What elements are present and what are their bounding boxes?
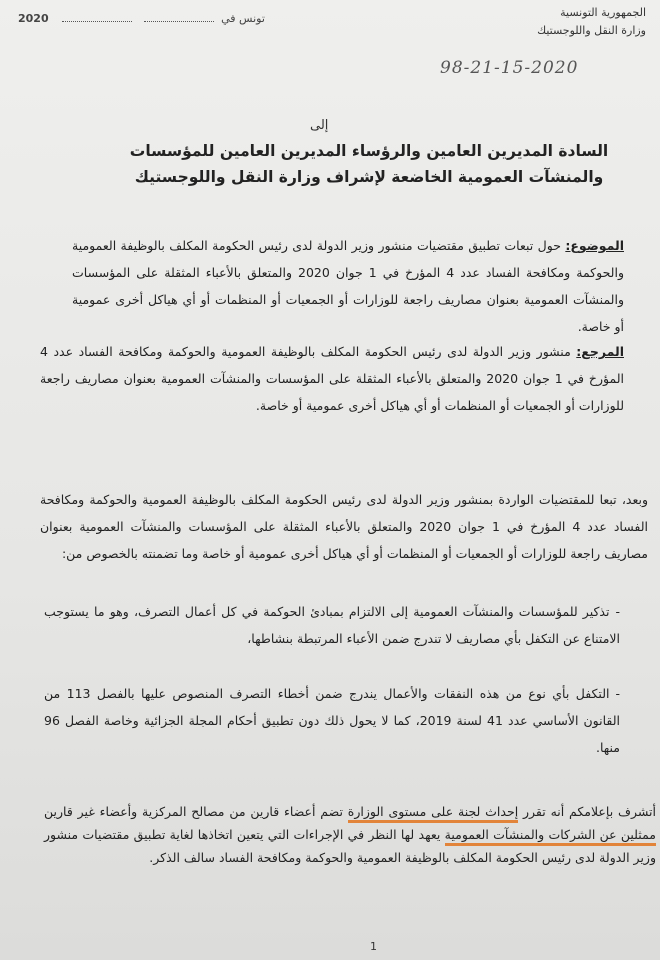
bullet-dash: - — [615, 686, 621, 701]
place-date-line — [18, 12, 288, 25]
closing-paragraph — [44, 800, 656, 869]
place-date-label: تونس في — [221, 12, 265, 25]
ministry-header — [436, 4, 646, 40]
intro-paragraph: وبعد، تبعا للمقتضيات الواردة بمنشور وزير الدولة لدى رئيس الحكومة المكلف بالوظيفة العمومية والحوكمة ومكافحة الفساد عدد 4 المؤرخ في 1 جوان 2020 والمتعلق بالأعباء المثقلة على المؤسسات والمنشآت العمومية بعنوان مصاريف راجعة للوزارات أو الجمعيات أو المنظمات أو أي هياكل أخرى عمومية أو خاصة وما تضمنته بالخصوص من: — [40, 492, 648, 561]
addressee-line-2: والمنشآت العمومية الخاضعة لإشراف وزارة النقل واللوجستيك — [134, 168, 604, 186]
addressee-line-1: السادة المديرين العامين والرؤساء المديرين العامين للمؤسسات — [129, 142, 609, 160]
closing-text-2: تضم أعضاء قارين من مصالح المركزية وأعضاء غير قارين — [44, 804, 348, 819]
list-item — [44, 680, 620, 761]
list-item-text: التكفل بأي نوع من هذه النفقات والأعمال يندرج ضمن أخطاء التصرف المنصوص عليها بالفصل 113 من القانون الأساسي عدد 41 لسنة 2019، كما لا يحول ذلك دون تطبيق أحكام المجلة الجزائية وخاصة الفصل 96 منها. — [44, 686, 620, 755]
ministry-name: وزارة النقل واللوجستيك — [537, 24, 646, 37]
reference-text: منشور وزير الدولة لدى رئيس الحكومة المكلف بالوظيفة العمومية والحوكمة ومكافحة الفساد عدد 4 المؤرخ في 1 جوان 2020 والمتعلق بالأعباء المثقلة على المؤسسات والمنشآت العمومية بعنوان مصاريف راجعة للوزارات أو الجمعيات أو المنظمات أو أي هياكل أخرى عمومية أو خاصة. — [40, 344, 624, 413]
page-number: 1 — [370, 940, 377, 953]
list-item-text: تذكير للمؤسسات والمنشآت العمومية إلى الالتزام بمبادئ الحوكمة في كل أعمال التصرف، وهو ما يستوجب الامتناع عن التكفل بأي مصاريف لا تندرج ضمن الأعباء المرتبطة بنشاطها، — [44, 604, 620, 646]
addressee-block — [104, 138, 634, 190]
country-name: الجمهورية التونسية — [560, 6, 646, 19]
handwritten-reference: 98-21-15-2020 — [440, 58, 579, 78]
reference-paragraph — [40, 338, 624, 419]
closing-text-1: أتشرف بإعلامكم أنه تقرر — [518, 804, 656, 819]
number-field — [62, 21, 132, 22]
highlighted-committee: إحداث لجنة على مستوى الوزارة — [348, 804, 518, 823]
subject-text: حول تبعات تطبيق مقتضيات منشور وزير الدولة لدى رئيس الحكومة المكلف بالوظيفة العمومية والحوكمة ومكافحة الفساد عدد 4 المؤرخ في 1 جوان 2020 والمتعلق بالأعباء المثقلة على المؤسسات والمنشآت العمومية بعنوان مصاريف راجعة للوزارات أو الجمعيات أو المنظمات أو أي هياكل أخرى عمومية أو خاصة. — [72, 238, 624, 334]
subject-paragraph — [72, 232, 624, 340]
date-field — [144, 21, 214, 22]
reference-label: المرجع: — [576, 344, 624, 359]
subject-label: الموضوع: — [565, 238, 624, 253]
to-label: إلى — [310, 118, 329, 133]
list-item — [44, 598, 620, 652]
bullet-dash: - — [615, 604, 620, 619]
highlighted-representatives: ممثلين عن الشركات والمنشآت العمومية — [445, 827, 656, 846]
letter-number: 2020 — [18, 12, 49, 25]
closing-text-3: يعهد لها النظر في الإجراءات التي يتعين اتخاذها لغاية تطبيق مقتضيات منشور وزير الدولة لدى رئيس الحكومة المكلف بالوظيفة العمومية والحوكمة ومكافحة الفساد سالف الذكر. — [44, 827, 656, 865]
